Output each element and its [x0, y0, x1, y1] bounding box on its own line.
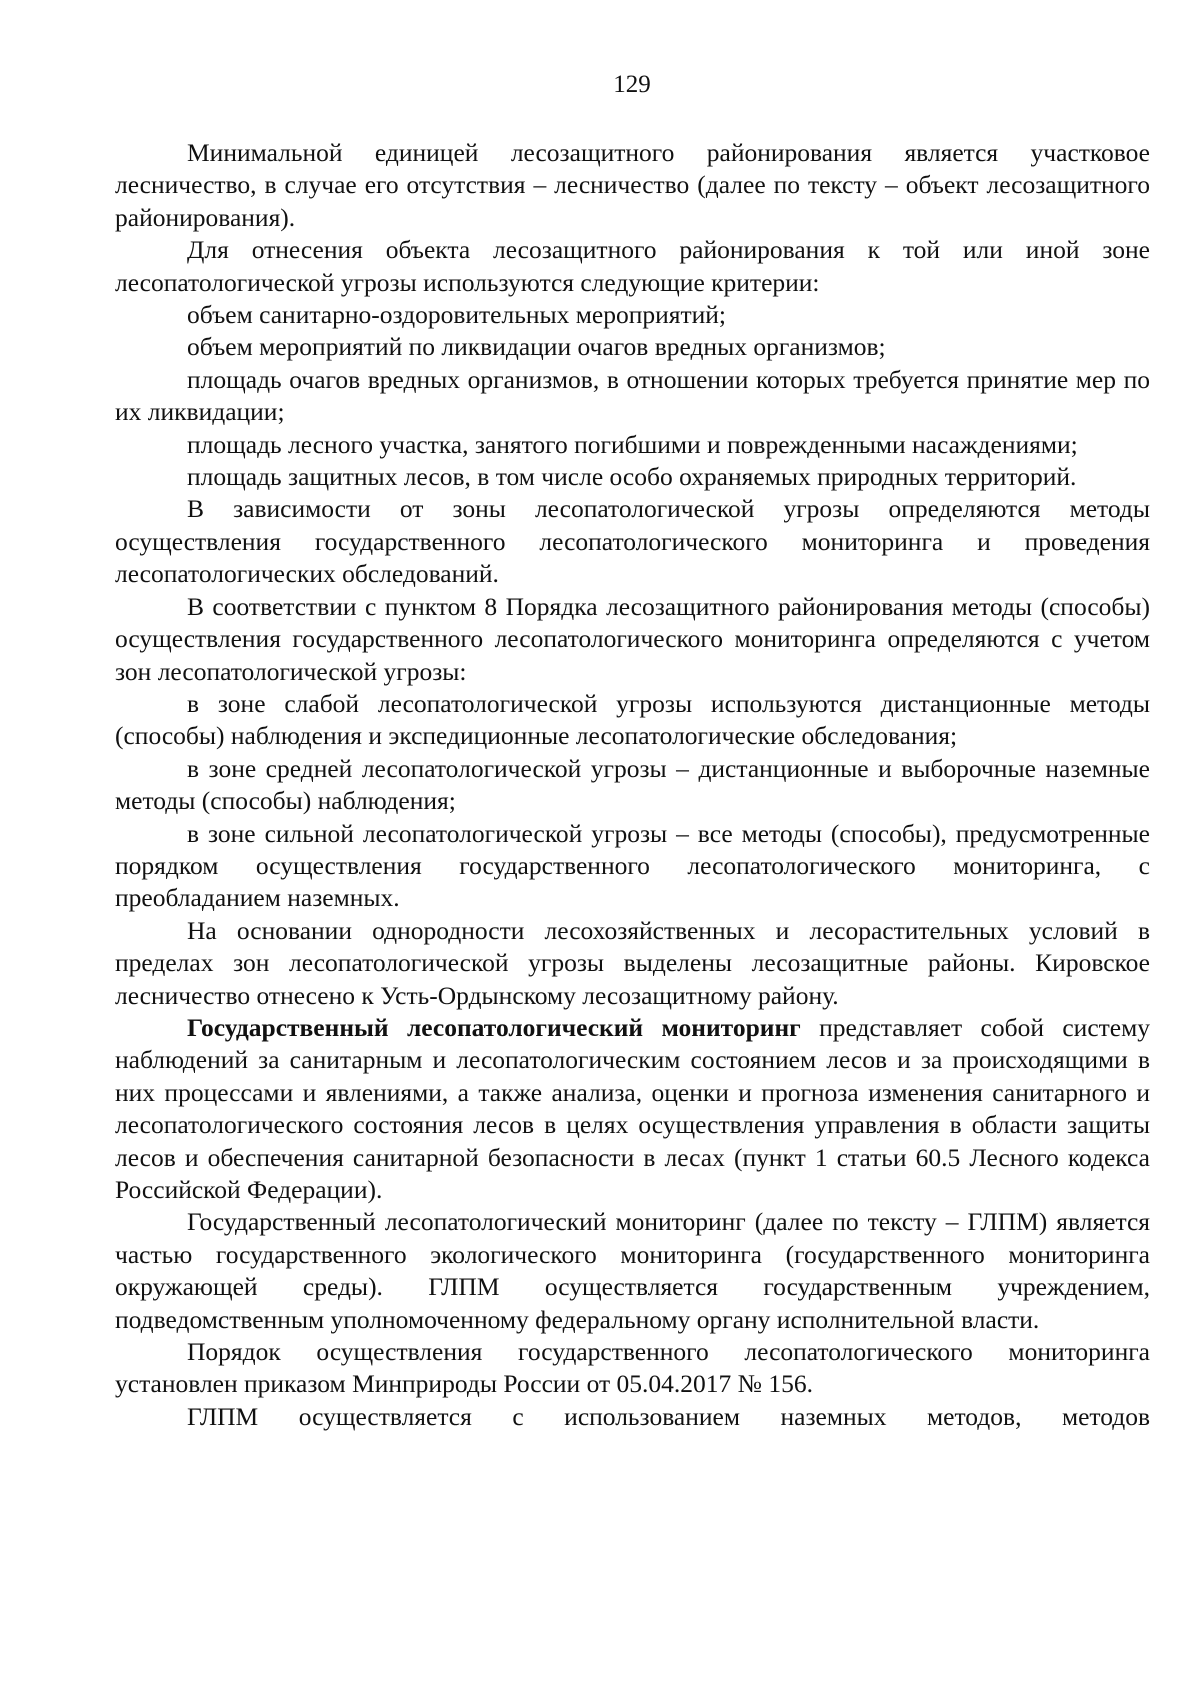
zone-item-medium: в зоне средней лесопатологической угрозы – дистанционные и выборочные наземные методы (способы) наблюдения;	[115, 753, 1150, 816]
paragraph-criteria-intro: Для отнесения объекта лесозащитного районирования к той или иной зоне лесопатологической угрозы используются следующие критерии:	[115, 235, 1150, 297]
paragraph-glpm-methods: ГЛПМ осуществляется с использованием наземных методов, методов	[187, 1401, 1150, 1431]
zone-item-weak: в зоне слабой лесопатологической угрозы используются дистанционные методы (способы) наблюдения и экспедиционные лесопатологические обследования;	[115, 688, 1150, 751]
paragraph-glpm-order: Порядок осуществления государственного лесопатологического мониторинга установлен приказом Минприроды России от 05.04.2017 № 156.	[115, 1337, 1150, 1399]
zone-item-strong: в зоне сильной лесопатологической угрозы – все методы (способы), предусмотренные порядком осуществления государственного лесопатологического мониторинга, с преобладанием наземных.	[115, 818, 1150, 913]
criteria-item-foci-area: площадь очагов вредных организмов, в отношении которых требуется принятие мер по их ликвидации;	[115, 364, 1150, 427]
criteria-item-protective-forests: площадь защитных лесов, в том числе особо охраняемых природных территорий.	[187, 462, 1077, 492]
paragraph-point-8: В соответствии с пунктом 8 Порядка лесозащитного районирования методы (способы) осуществления государственного лесопатологического мониторинга определяются с учетом зон лесопатологической угрозы:	[115, 591, 1150, 686]
criteria-item-damaged-area: площадь лесного участка, занятого погибшими и поврежденными насаждениями;	[187, 429, 1078, 459]
paragraph-glpm-definition	[115, 1012, 1150, 1206]
glpm-term-bold: Государственный лесопатологический мониторинг	[187, 1012, 801, 1042]
page-number: 129	[613, 71, 651, 98]
paragraph-glpm-part-of: Государственный лесопатологический мониторинг (далее по тексту – ГЛПМ) является частью государственного экологического мониторинга (государственного мониторинга окружающей среды). ГЛПМ осуществляется государственным учреждением, подведомственным уполномоченному федеральному органу исполнительной власти.	[115, 1207, 1150, 1334]
document-body	[115, 137, 1150, 1433]
glpm-definition-text: представляет собой систему наблюдений за санитарным и лесопатологическим состоянием лесов и за происходящими в них процессами и явлениями, а также анализа, оценки и прогноза изменения санитарного и лесопатологического состояния лесов в целях осуществления управления в области защиты лесов и обеспечения санитарной безопасности в лесах (пункт 1 статьи 60.5 Лесного кодекса Российской Федерации).	[115, 1012, 1150, 1204]
criteria-item-elimination-volume: объем мероприятий по ликвидации очагов вредных организмов;	[187, 332, 886, 362]
paragraph-minimal-unit: Минимальной единицей лесозащитного районирования является участковое лесничество, в случае его отсутствия – лесничество (далее по тексту – объект лесозащитного районирования).	[115, 138, 1150, 232]
paragraph-forest-districts: На основании однородности лесохозяйственных и лесорастительных условий в пределах зон лесопатологической угрозы выделены лесозащитные районы. Кировское лесничество отнесено к Усть-Ордынскому лесозащитному району.	[115, 915, 1150, 1010]
paragraph-zone-methods: В зависимости от зоны лесопатологической угрозы определяются методы осуществления государственного лесопатологического мониторинга и проведения лесопатологических обследований.	[115, 494, 1150, 589]
criteria-item-sanitary-volume: объем санитарно-оздоровительных мероприятий;	[187, 300, 726, 330]
